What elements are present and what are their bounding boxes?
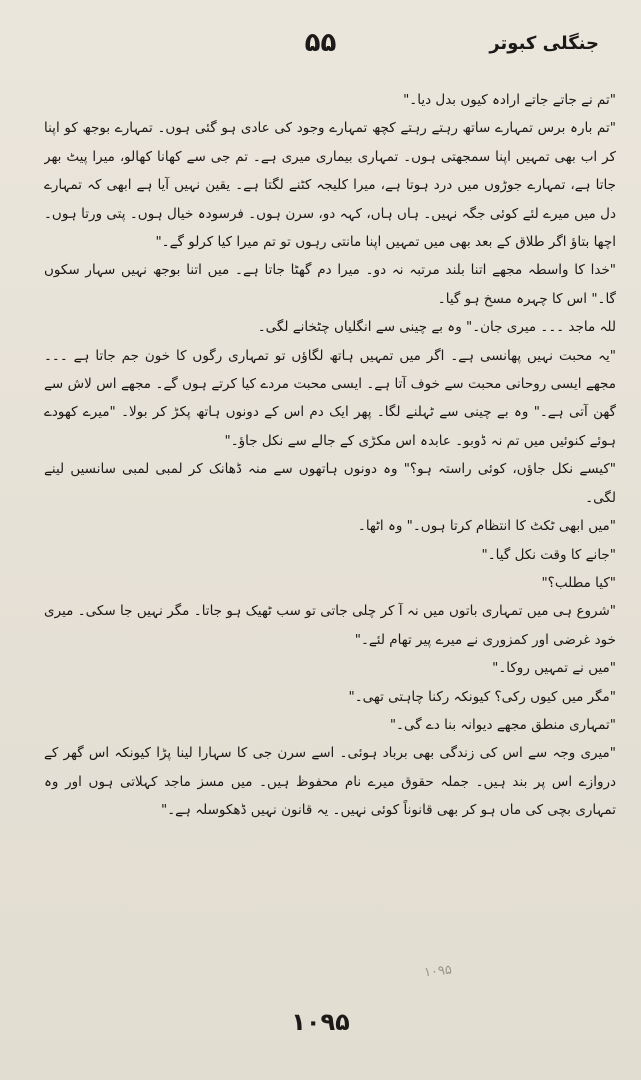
- paragraph: "میری وجہ سے اس کی زندگی بھی برباد ہوئی۔ اسے سرن جی کا سہارا لینا پڑا کیونکہ اس گھر کے دروازے اس پر بند ہیں۔ جملہ حقوق میرے نام محفوظ ہیں۔ میں مسز ماجد کہلاتی ہوں اور وہ تمہاری بچی کی ماں ہو کر بھی قانوناً کوئی نہیں۔ یہ قانون نہیں ڈھکوسلہ ہے۔": [44, 745, 616, 819]
- paragraph: "تمہاری منطق مجھے دیوانہ بنا دے گی۔": [389, 716, 616, 733]
- paragraph: "کیسے نکل جاؤں، کوئی راستہ ہو؟" وہ دونوں ہاتھوں سے منہ ڈھانک کر لمبی لمبی سانسیں لینے لگی۔: [44, 461, 616, 506]
- margin-note: ۱۰۹۵: [423, 962, 453, 981]
- paragraph: "شروع ہی میں تمہاری باتوں میں نہ آ کر چلی جاتی تو سب ٹھیک ہو جاتا۔ مگر نہیں جا سکی۔ میری خود غرضی اور کمزوری نے میرے پیر تھام لئے۔": [44, 603, 616, 648]
- paragraph: "مگر میں کیوں رکی؟ کیونکہ رکنا چاہتی تھی۔": [348, 688, 616, 705]
- paragraph: للہ ماجد ۔۔۔ میری جان۔" وہ بے چینی سے انگلیاں چٹخانے لگی۔: [257, 319, 616, 336]
- paragraph: "میں ابھی ٹکٹ کا انتظام کرتا ہوں۔" وہ اٹھا۔: [357, 518, 616, 535]
- running-title: جنگلی کبوتر: [489, 33, 599, 54]
- paragraph: "تم نے جاتے جاتے ارادہ کیوں بدل دیا۔": [403, 92, 616, 108]
- story-text: [44, 86, 616, 986]
- paragraph: "خدا کا واسطہ مجھے اتنا بلند مرتبہ نہ دو۔ میرا دم گھٹا جاتا ہے۔ میں اتنا بوجھ نہیں سہار سکوں گا۔" اس کا چہرہ مسخ ہو گیا۔: [44, 262, 616, 307]
- page-number-top: ۵۵: [304, 28, 337, 58]
- paragraph: "یہ محبت نہیں پھانسی ہے۔ اگر میں تمہیں ہاتھ لگاؤں تو تمہاری رگوں کا خون جم جاتا ہے ۔۔۔ مجھے ایسی روحانی محبت سے خوف آتا ہے۔ ایسی محبت مردے کیا کرتے ہوں گے۔ مجھے اس لاش سے گھن آتی ہے۔" وہ بے چینی سے ٹہلنے لگا۔ پھر ایک دم اس کے دونوں ہاتھ پکڑ کر بولا۔ "میرے کھودے ہوئے کنوئیں میں تم نہ ڈوبو۔ عابدہ اس مکڑی کے جالے سے نکل جاؤ۔": [44, 347, 616, 449]
- paragraph: "تم بارہ برس تمہارے ساتھ رہتے رہتے کچھ تمہارے وجود کی عادی ہو گئی ہوں۔ تمہارے بوجھ کو اپنا کر اب بھی تمہیں اپنا سمجھتی ہوں۔ تمہاری بیماری میری ہے۔ تم جی سے کھانا کھالو، میرا پیٹ بھر جاتا ہے، تمہارے جوڑوں میں درد ہوتا ہے، میرا کلیجہ کٹنے لگتا ہے۔ یقین نہیں آیا ہے ابھی کہ تمہارے دل میں میرے لئے کوئی جگہ نہیں۔ ہاں ہاں، کہہ دو، سرن ہوں۔ فرسودہ خیال ہوں۔ پتی ورتا ہوں۔ اچھا بتاؤ اگر طلاق کے بعد بھی میں تمہیں اپنا مانتی رہوں تو تم میرا کیا کرلو گے۔": [44, 120, 616, 251]
- paragraph: "جانے کا وقت نکل گیا۔": [481, 546, 616, 563]
- paragraph: "میں نے تمہیں روکا۔": [492, 660, 616, 677]
- page-number-bottom: ۱۰۹۵: [291, 1008, 350, 1036]
- paragraph: "کیا مطلب؟": [541, 574, 616, 591]
